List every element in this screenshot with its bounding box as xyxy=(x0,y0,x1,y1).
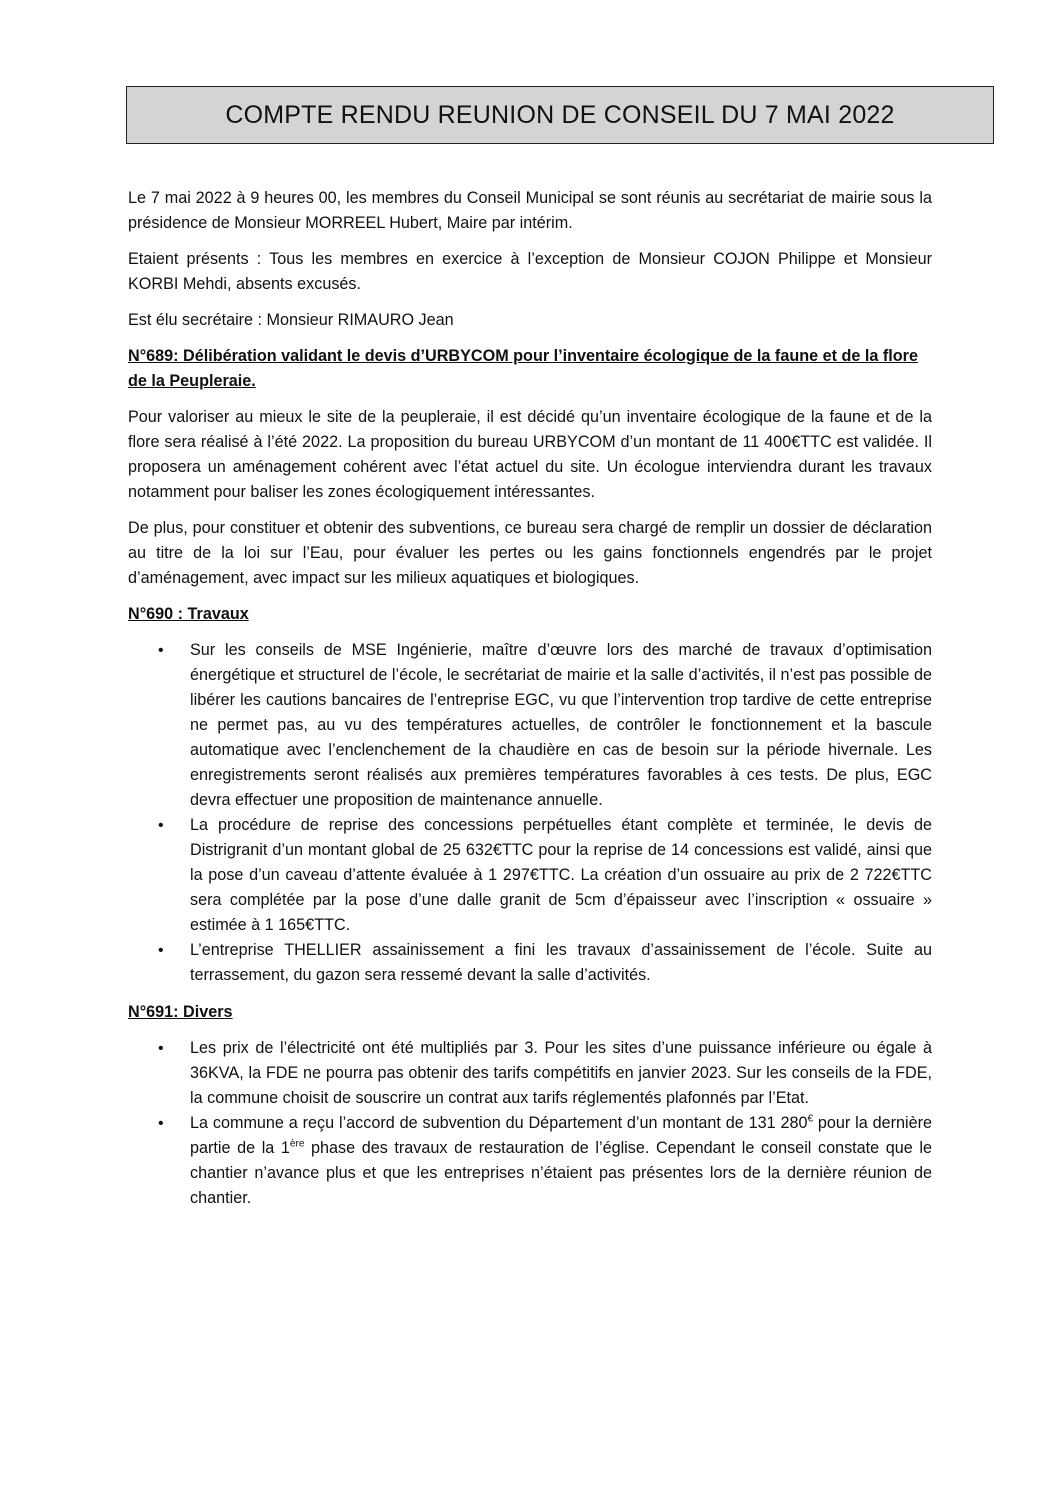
bullet-icon: • xyxy=(158,642,164,659)
list-item xyxy=(128,638,932,813)
section-690-list xyxy=(128,638,932,988)
section-689-heading: N°689: Délibération validant le devis d’URBYCOM pour l’inventaire écologique de la faune et de la flore de la Peupleraie. xyxy=(128,347,918,390)
list-item-text: L’entreprise THELLIER assainissement a fini les travaux d’assainissement de l’école. Suite au terrassement, du gazon sera ressemé devant la salle d’activités. xyxy=(190,941,932,984)
intro-paragraph-1: Le 7 mai 2022 à 9 heures 00, les membres du Conseil Municipal se sont réunis au secrétariat de mairie sous la présidence de Monsieur MORREEL Hubert, Maire par intérim. xyxy=(128,189,932,232)
section-689-paragraph-1: Pour valoriser au mieux le site de la peupleraie, il est décidé qu’un inventaire écologique de la faune et de la flore sera réalisé à l’été 2022. La proposition du bureau URBYCOM d’un montant de 11 400€TTC est validée. Il proposera un aménagement cohérent avec l’état actuel du site. Un écologue interviendra durant les travaux notamment pour baliser les zones écologiquement intéressantes. xyxy=(128,408,932,501)
list-item xyxy=(128,938,932,988)
document-title: COMPTE RENDU REUNION DE CONSEIL DU 7 MAI 2022 xyxy=(225,100,895,129)
list-item xyxy=(128,813,932,938)
bullet-icon: • xyxy=(158,817,164,834)
title-box xyxy=(126,86,994,144)
list-item-text: Sur les conseils de MSE Ingénierie, maître d’œuvre lors des marché de travaux d’optimisation énergétique et structurel de l’école, le secrétariat de mairie et la salle d’activités, il n’est pas possible de libérer les cautions bancaires de l’entreprise EGC, vu que l’intervention trop tardive de cette entreprise ne permet pas, au vu des températures actuelles, de contrôler le fonctionnement et la bascule automatique avec l’enclenchement de la chaudière en cas de besoin sur la période hivernale. Les enregistrements seront réalisés aux premières températures favorables à ces tests. De plus, EGC devra effectuer une proposition de maintenance annuelle. xyxy=(190,641,932,809)
intro-paragraph-2: Etaient présents : Tous les membres en exercice à l’exception de Monsieur COJON Philippe et Monsieur KORBI Mehdi, absents excusés. xyxy=(128,250,932,293)
list-item xyxy=(128,1111,932,1211)
section-689-paragraph-2: De plus, pour constituer et obtenir des subventions, ce bureau sera chargé de remplir un dossier de déclaration au titre de la loi sur l’Eau, pour évaluer les pertes ou les gains fonctionnels engendrés par le projet d’aménagement, avec impact sur les milieux aquatiques et biologiques. xyxy=(128,519,932,587)
bullet-icon: • xyxy=(158,1115,164,1132)
section-690-heading: N°690 : Travaux xyxy=(128,605,249,623)
section-691-list xyxy=(128,1036,932,1211)
bullet-icon: • xyxy=(158,1040,164,1057)
section-691-heading: N°691: Divers xyxy=(128,1003,233,1021)
list-item-text: La procédure de reprise des concessions perpétuelles étant complète et terminée, le devis de Distrigranit d’un montant global de 25 632€TTC pour la reprise de 14 concessions est validé, ainsi que la pose d’un caveau d’attente évaluée à 1 297€TTC. La création d’un ossuaire au prix de 2 722€TTC sera complétée par la pose d’une dalle granit de 5cm d’épaisseur avec l’inscription « ossuaire » estimée à 1 165€TTC. xyxy=(190,816,932,934)
bullet-icon: • xyxy=(158,942,164,959)
list-item xyxy=(128,1036,932,1111)
list-item-text-part-b: pour la dernière partie de la 1 xyxy=(190,1114,932,1157)
intro-paragraph-3: Est élu secrétaire : Monsieur RIMAURO Jean xyxy=(128,311,454,329)
document-body xyxy=(128,186,932,1223)
ordinal-superscript: ère xyxy=(289,1138,305,1150)
euro-superscript: € xyxy=(807,1113,814,1125)
list-item-text-part-a: La commune a reçu l’accord de subvention du Département d’un montant de 131 280 xyxy=(190,1114,808,1132)
list-item-text: Les prix de l’électricité ont été multipliés par 3. Pour les sites d’une puissance inférieure ou égale à 36KVA, la FDE ne pourra pas obtenir des tarifs compétitifs en janvier 2023. Sur les conseils de la FDE, la commune choisit de souscrire un contrat aux tarifs réglementés plafonnés par l’Etat. xyxy=(190,1039,932,1107)
list-item-text-part-c: phase des travaux de restauration de l’église. Cependant le conseil constate que le chantier n’avance plus et que les entreprises n’étaient pas présentes lors de la dernière réunion de chantier. xyxy=(190,1139,932,1207)
